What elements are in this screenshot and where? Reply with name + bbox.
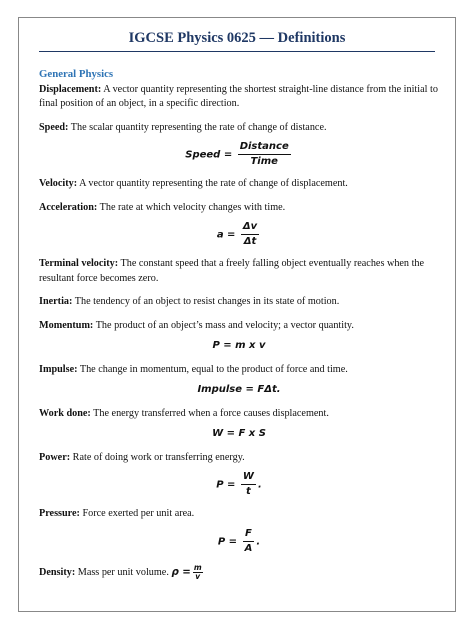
equation-speed-lhs: Speed =: [185, 149, 233, 161]
equation-density-numerator: m: [193, 562, 202, 572]
equation-momentum: P = m x v: [212, 340, 266, 351]
term-power: Power:: [39, 451, 71, 463]
equation-acceleration-denominator: Δt: [243, 236, 257, 247]
text-work-done: The energy transferred when a force causes displacement.: [90, 407, 329, 419]
term-pressure: Pressure:: [39, 508, 80, 519]
text-power: Rate of doing work or transferring energy.: [70, 451, 245, 463]
equation-speed-numerator: Distance: [238, 141, 291, 155]
equation-speed: [39, 141, 439, 168]
equation-impulse: Impulse = FΔt.: [197, 384, 281, 395]
equation-pressure-fraction: [243, 528, 255, 555]
definition-pressure: [39, 507, 439, 522]
equation-power-lhs: P =: [216, 479, 236, 491]
equation-pressure-tail: .: [256, 536, 261, 547]
definition-terminal-velocity: [39, 257, 439, 286]
term-inertia: Inertia:: [39, 296, 73, 307]
equation-power-numerator: W: [241, 471, 256, 485]
text-terminal-velocity: The constant speed that a freely falling object eventually reaches when the resultant force becomes zero.: [39, 258, 425, 284]
term-velocity: Velocity:: [39, 178, 78, 189]
text-inertia: The tendency of an object to resist changes in its state of motion.: [72, 296, 340, 307]
equation-acceleration-numerator: Δv: [241, 221, 259, 235]
equation-pressure-lhs: P =: [217, 536, 238, 547]
equation-acceleration-lhs: a =: [216, 229, 236, 241]
page-title: IGCSE Physics 0625 — Definitions: [128, 30, 346, 46]
equation-density-fraction: [193, 564, 203, 581]
term-work-done: Work done:: [39, 407, 91, 419]
definition-momentum: [39, 319, 439, 334]
definition-speed: [39, 121, 439, 136]
equation-pressure-numerator: F: [243, 528, 254, 542]
text-velocity: A vector quantity representing the rate of change of displacement.: [77, 178, 348, 189]
equation-work-done: W = F x S: [212, 428, 266, 439]
equation-pressure: [39, 528, 439, 555]
definition-inertia: [39, 295, 439, 310]
equation-acceleration-fraction: [241, 221, 259, 248]
equation-power: [39, 471, 439, 498]
definition-acceleration: [39, 201, 439, 216]
equation-density-denominator: v: [195, 571, 201, 581]
equation-density-lhs: ρ =: [171, 566, 191, 578]
equation-acceleration: [39, 221, 439, 248]
equation-power-tail: .: [257, 479, 262, 491]
text-impulse: The change in momentum, equal to the product of force and time.: [77, 363, 348, 375]
definition-density: [39, 564, 439, 581]
text-acceleration: The rate at which velocity changes with time.: [97, 201, 286, 213]
text-displacement: A vector quantity representing the shortest straight-line distance from the initial to final position of an object, in a specific direction.: [39, 83, 438, 109]
text-speed: The scalar quantity representing the rate of change of distance.: [68, 121, 327, 133]
section-heading: General Physics: [39, 68, 114, 80]
term-density: Density:: [39, 566, 76, 578]
document-page: [18, 17, 456, 612]
equation-speed-fraction: [238, 141, 291, 168]
text-pressure: Force exerted per unit area.: [79, 508, 195, 519]
definition-power: [39, 451, 439, 466]
definition-impulse: [39, 363, 439, 378]
term-speed: Speed:: [39, 121, 69, 133]
term-impulse: Impulse:: [39, 363, 78, 375]
term-momentum: Momentum:: [39, 319, 94, 331]
definitions-content: [39, 67, 439, 581]
equation-pressure-denominator: A: [244, 542, 253, 554]
term-acceleration: Acceleration:: [39, 201, 98, 213]
text-density: Mass per unit volume.: [75, 566, 172, 578]
equation-speed-denominator: Time: [250, 156, 278, 167]
definition-velocity: [39, 177, 439, 192]
equation-power-denominator: t: [246, 486, 251, 497]
term-terminal-velocity: Terminal velocity:: [39, 258, 119, 269]
text-momentum: The product of an object’s mass and velocity; a vector quantity.: [93, 319, 354, 331]
definition-work-done: [39, 407, 439, 422]
definition-displacement: [39, 83, 439, 112]
title-underline: [39, 51, 435, 52]
equation-power-fraction: [241, 471, 256, 498]
term-displacement: Displacement:: [39, 83, 102, 95]
